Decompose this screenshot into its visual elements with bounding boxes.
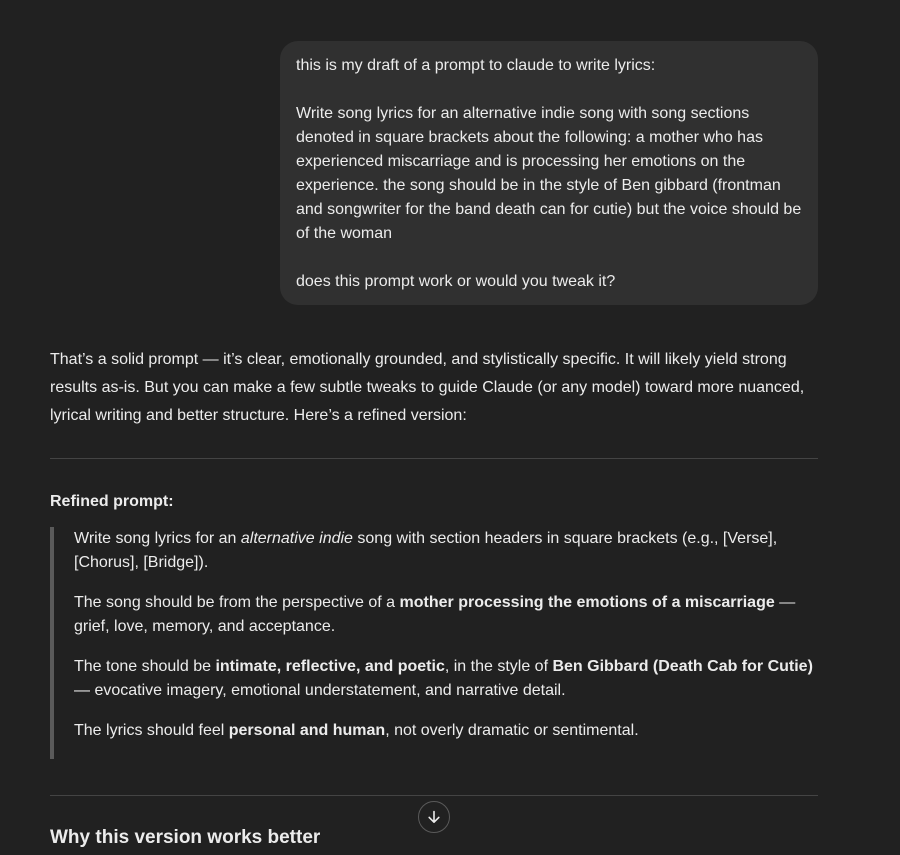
quote-strong: mother processing the emotions of a miscarriage	[399, 594, 775, 611]
user-message-bubble	[280, 41, 818, 305]
quote-strong: intimate, reflective, and poetic	[215, 658, 445, 675]
quote-text: , in the style of	[444, 658, 553, 675]
quote-text: Write song lyrics for an	[74, 530, 241, 547]
scrollbar-track[interactable]	[890, 0, 900, 855]
quote-text: The lyrics should feel	[74, 722, 229, 739]
user-message-question: does this prompt work or would you tweak it?	[296, 273, 616, 290]
arrow-down-icon	[426, 809, 442, 825]
quote-text: , not overly dramatic or sentimental.	[385, 722, 639, 739]
refined-prompt-blockquote	[50, 527, 818, 759]
why-heading: Why this version works better	[50, 827, 321, 848]
quote-paragraph-3	[74, 655, 818, 703]
user-message-gap	[296, 78, 802, 102]
quote-text: — evocative imagery, emotional understatement, and narrative detail.	[74, 682, 566, 699]
refined-prompt-heading: Refined prompt:	[50, 493, 174, 510]
quote-text: The song should be from the perspective of a	[74, 594, 400, 611]
quote-text: — grief, love, memory, and acceptance.	[74, 594, 796, 635]
quote-strong: Ben Gibbard (Death Cab for Cutie)	[552, 658, 813, 675]
user-message-gap	[296, 246, 802, 270]
quote-strong: personal and human	[228, 722, 386, 739]
section-divider	[50, 458, 818, 459]
section-divider	[50, 795, 818, 796]
quote-text: The tone should be	[74, 658, 216, 675]
quote-paragraph-1	[74, 527, 818, 575]
assistant-message	[50, 346, 818, 430]
assistant-intro: That’s a solid prompt — it’s clear, emotionally grounded, and stylistically specific. It will likely yield strong results as-is. But you can make a few subtle tweaks to guide Claude (or any model) toward more nuanced, lyrical writing and better structure. Here’s a refined version:	[50, 351, 805, 424]
user-message-prompt: Write song lyrics for an alternative indie song with song sections denoted in square brackets about the following: a mother who has experienced miscarriage and is processing her emotions on the experience. the song should be in the style of Ben gibbard (frontman and songwriter for the band death can for cutie) but the voice should be of the woman	[296, 105, 802, 242]
user-message-intro: this is my draft of a prompt to claude to write lyrics:	[296, 57, 656, 74]
quote-text: song with section headers in square brackets (e.g., [Verse], [Chorus], [Bridge]).	[74, 530, 778, 571]
quote-paragraph-2	[74, 591, 818, 639]
quote-paragraph-4	[74, 719, 818, 743]
scroll-to-bottom-button[interactable]	[418, 801, 450, 833]
quote-emphasis: alternative indie	[240, 530, 353, 547]
